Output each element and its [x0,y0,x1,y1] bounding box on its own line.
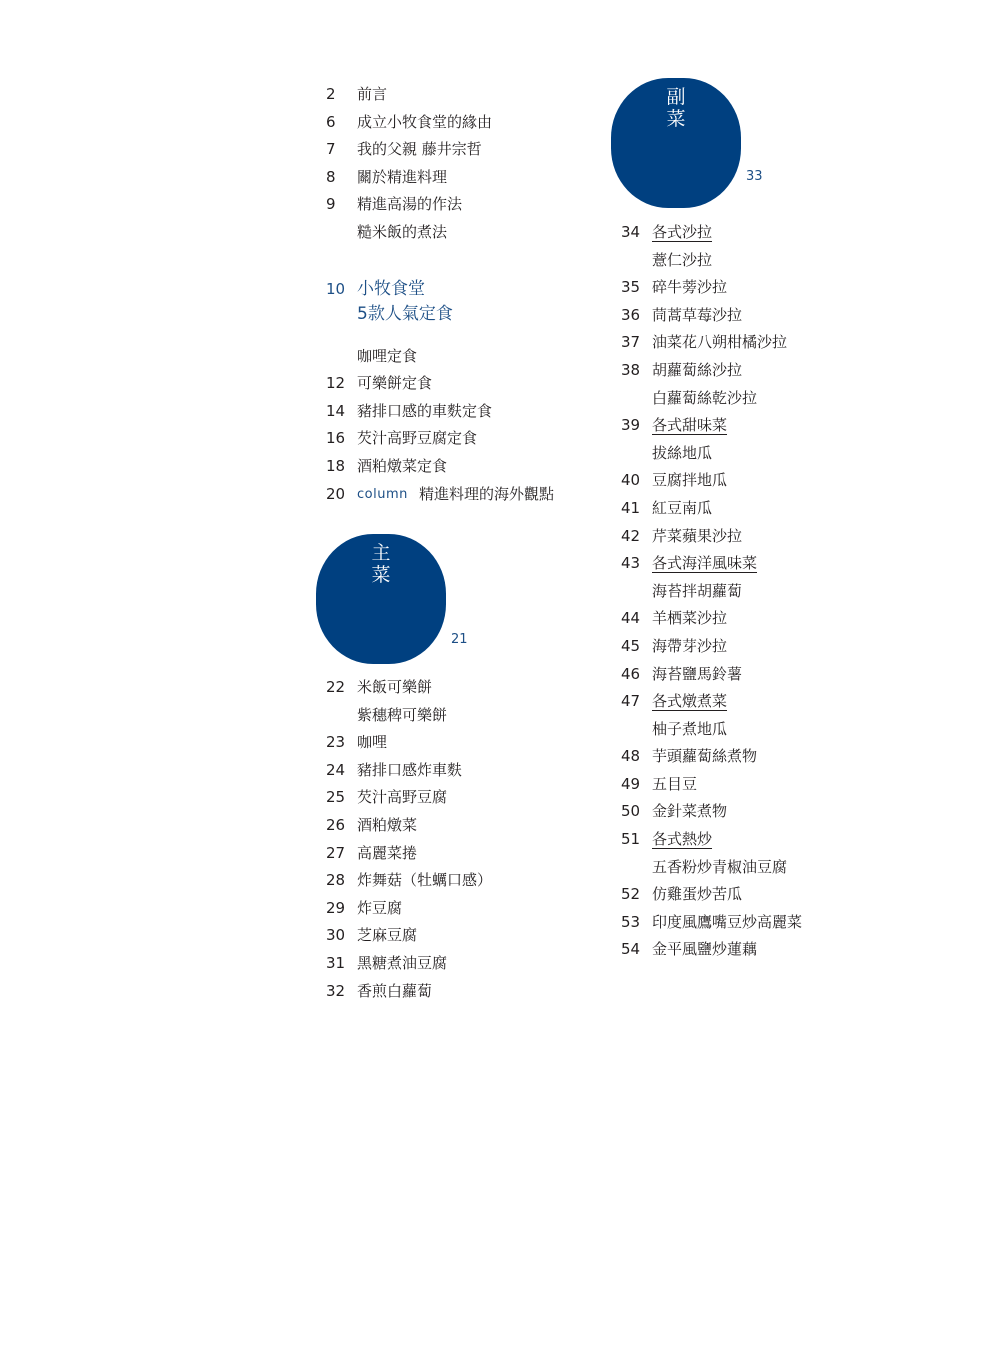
toc-entry-title: 豆腐拌地瓜 [652,471,728,490]
toc-page-number: 34 [621,223,641,241]
toc-entry-title: 豬排口感的車麩定食 [357,401,493,420]
toc-page-number: 46 [621,664,641,683]
toc-entry-title: 白蘿蔔絲乾沙拉 [652,388,758,407]
toc-page-number: 45 [621,636,641,655]
toc-entry-title: 拔絲地瓜 [652,443,713,462]
toc-entry[interactable] [326,398,596,426]
toc-entry[interactable] [326,425,596,453]
toc-category-title: 各式燉煮菜 [652,692,728,711]
toc-entry[interactable] [621,385,921,413]
toc-entry[interactable] [326,343,596,371]
toc-entry-title: 金平風鹽炒蓮藕 [652,940,758,959]
toc-page-number: 53 [621,912,641,931]
toc-entry[interactable] [621,688,921,716]
toc-page-number: 54 [621,940,641,959]
toc-entry-title: 前言 [357,85,388,103]
toc-category-title: 各式熱炒 [652,830,713,849]
toc-entry[interactable] [326,922,596,950]
toc-page-number: 8 [326,167,336,186]
column-label: column [357,486,408,502]
toc-page-number: 42 [621,526,641,545]
toc-entry-title: 薏仁沙拉 [652,250,713,269]
toc-entry[interactable] [621,605,921,633]
column-entry[interactable] [326,481,596,509]
toc-page-number: 35 [621,278,641,297]
toc-entry[interactable] [621,578,921,606]
toc-page-number: 41 [621,498,641,517]
toc-entry[interactable] [326,757,596,785]
toc-entry[interactable] [326,702,596,730]
main-dish-section-label: 主 菜 [371,542,391,586]
toc-page-number: 43 [621,554,641,573]
toc-entry-title: 可樂餅定食 [357,374,433,393]
toc-page-number: 9 [326,195,336,214]
toc-page-number: 24 [326,760,346,779]
toc-entry-title: 成立小牧食堂的緣由 [357,112,493,131]
toc-side-dish-list [621,219,921,964]
toc-page-number: 50 [621,802,641,821]
toc-entry[interactable] [621,440,921,468]
toc-entry-title: 五香粉炒青椒油豆腐 [652,857,788,876]
toc-page-number: 25 [326,788,346,807]
toc-page-number: 31 [326,953,346,972]
toc-category-title: 各式海洋風味菜 [652,554,758,573]
toc-entry-title: 紫穗稗可樂餅 [357,705,448,724]
toc-entry[interactable] [326,950,596,978]
toc-category-title: 各式沙拉 [652,223,713,241]
toc-entry-title: 碎牛蒡沙拉 [652,278,728,297]
side-dish-section-label: 副 菜 [666,86,686,130]
toc-entry[interactable] [621,495,921,523]
toc-entry-title: 黑糖煮油豆腐 [357,953,448,972]
toc-entry-title: 芡汁高野豆腐 [357,788,448,807]
featured-title-line2: 5款人氣定食 [357,303,453,324]
toc-entry[interactable] [326,109,596,137]
toc-entry[interactable] [621,412,921,440]
toc-page-number: 2 [326,85,336,103]
toc-entry-title: 咖哩定食 [357,346,418,365]
toc-entry-title: 關於精進料理 [357,167,448,186]
toc-entry[interactable] [621,661,921,689]
toc-entry[interactable] [326,136,596,164]
toc-entry-title: 我的父親 藤井宗哲 [357,140,482,159]
toc-entry[interactable] [621,329,921,357]
toc-entry-title: 海苔鹽馬鈴薯 [652,664,743,683]
toc-entry[interactable] [326,867,596,895]
toc-entry-title: 酒粕燉菜 [357,815,418,834]
toc-page-number: 18 [326,456,346,475]
toc-entry-title: 柚子煮地瓜 [652,719,728,738]
toc-entry-title: 芡汁高野豆腐定食 [357,429,478,448]
toc-entry-title: 咖哩 [357,733,388,752]
toc-entry-title: 炸舞菇（牡蠣口感） [357,871,493,890]
toc-entry-title: 高麗菜捲 [357,843,418,862]
toc-entry-title: 糙米飯的煮法 [357,222,448,241]
toc-entry[interactable] [621,357,921,385]
toc-entry[interactable] [326,840,596,868]
toc-page-number: 48 [621,747,641,766]
toc-entry-title: 仿雞蛋炒苦瓜 [652,885,743,904]
toc-entry-title: 茼蒿草莓沙拉 [652,305,743,324]
toc-entry[interactable] [621,743,921,771]
toc-entry[interactable] [621,936,921,964]
toc-page-number: 32 [326,981,346,1000]
toc-category-title: 各式甜味菜 [652,416,728,435]
toc-entry[interactable] [326,674,596,702]
toc-entry-title: 米飯可樂餅 [357,678,433,696]
toc-entry-title: 海苔拌胡蘿蔔 [652,581,743,600]
toc-entry-title: 香煎白蘿蔔 [357,981,433,1000]
side-dish-section-page: 33 [746,169,763,184]
toc-entry-title: 芹菜蘋果沙拉 [652,526,743,545]
toc-page-number: 39 [621,416,641,435]
toc-entry-title: 豬排口感炸車麩 [357,760,463,779]
toc-entry-title: 炸豆腐 [357,898,403,917]
toc-intro-list [326,81,596,247]
toc-entry[interactable] [326,370,596,398]
toc-entry[interactable] [621,467,921,495]
toc-entry[interactable] [326,453,596,481]
toc-page-number: 22 [326,678,346,696]
toc-page-number: 51 [621,830,641,849]
featured-title-line1: 小牧食堂 [357,278,425,299]
toc-entry[interactable] [326,978,596,1006]
toc-page-number: 38 [621,360,641,379]
toc-page-number: 27 [326,843,346,862]
toc-page-number: 29 [326,898,346,917]
toc-entry[interactable] [621,716,921,744]
toc-page-number: 6 [326,112,336,131]
toc-entry[interactable] [326,812,596,840]
toc-entry-title: 印度風鷹嘴豆炒高麗菜 [652,912,803,931]
toc-page-number: 40 [621,471,641,490]
toc-entry[interactable] [621,881,921,909]
toc-page-number: 44 [621,609,641,628]
toc-entry[interactable] [326,784,596,812]
toc-entry-title: 胡蘿蔔絲沙拉 [652,360,743,379]
toc-page-number: 47 [621,692,641,711]
toc-entry-title: 芝麻豆腐 [357,926,418,945]
toc-page-number: 23 [326,733,346,752]
toc-entry-title: 芋頭蘿蔔絲煮物 [652,747,758,766]
toc-entry-title: 油菜花八朔柑橘沙拉 [652,333,788,352]
toc-set-meal-list [326,343,596,481]
toc-entry-title: 羊栖菜沙拉 [652,609,728,628]
toc-page-number: 26 [326,815,346,834]
toc-page-number: 36 [621,305,641,324]
toc-page-number: 37 [621,333,641,352]
featured-section-heading [326,277,596,327]
toc-entry[interactable] [326,219,596,247]
toc-page-number: 52 [621,885,641,904]
toc-entry-title: 紅豆南瓜 [652,498,713,517]
toc-entry[interactable] [621,633,921,661]
toc-entry-title: 金針菜煮物 [652,802,728,821]
toc-entry[interactable] [621,798,921,826]
toc-page-number: 30 [326,926,346,945]
toc-entry-title: 五目豆 [652,774,698,793]
toc-entry[interactable] [326,729,596,757]
toc-entry[interactable] [326,81,596,109]
toc-page-number: 7 [326,140,336,159]
toc-entry[interactable] [621,909,921,937]
toc-entry[interactable] [621,302,921,330]
toc-page-number: 49 [621,774,641,793]
toc-entry[interactable] [621,219,921,247]
toc-entry[interactable] [621,771,921,799]
toc-entry-title: 精進高湯的作法 [357,195,463,214]
toc-entry[interactable] [326,164,596,192]
main-dish-section-page: 21 [451,632,468,647]
toc-entry-title: 海帶芽沙拉 [652,636,728,655]
toc-left-column [326,81,596,508]
toc-entry[interactable] [621,274,921,302]
toc-entry[interactable] [621,523,921,551]
spacer [326,247,596,277]
toc-page-number: 28 [326,871,346,890]
toc-entry-title: 酒粕燉菜定食 [357,456,448,475]
toc-page-number: 12 [326,374,346,393]
column-page-number: 20 [326,484,346,503]
toc-page-number: 16 [326,429,346,448]
toc-entry[interactable] [326,895,596,923]
toc-main-dish-list [326,674,596,1005]
featured-page-number: 10 [326,279,346,298]
toc-page-number: 14 [326,401,346,420]
toc-entry[interactable] [621,550,921,578]
toc-entry[interactable] [326,191,596,219]
toc-entry[interactable] [621,826,921,854]
toc-entry[interactable] [621,854,921,882]
column-title: 精進料理的海外觀點 [419,484,555,503]
toc-entry[interactable] [621,247,921,275]
